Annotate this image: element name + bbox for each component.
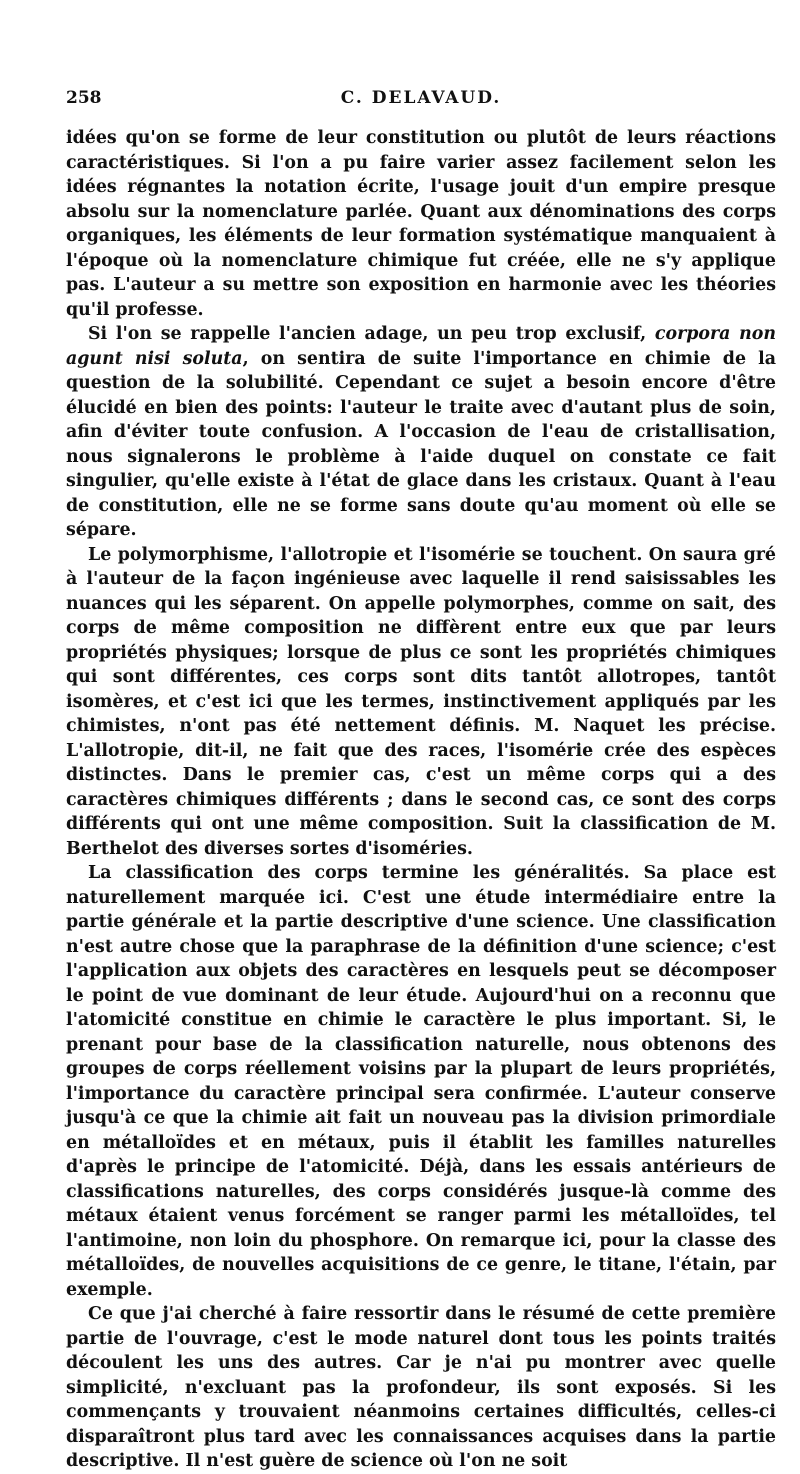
paragraph	[66, 322, 776, 543]
paragraph-text: Si l'on se rappelle l'ancien adage, un peu trop exclusif,	[88, 324, 647, 344]
page-number: 258	[66, 88, 102, 108]
article-body	[66, 126, 776, 1474]
paragraph: Le polymorphisme, l'allotropie et l'isomérie se touchent. On saura gré à l'auteur de la façon ingénieuse avec laquelle il rend saisissables les nuances qui les séparent. On appelle polymorphes, comme on sait, des corps de même composition ne diffèrent entre eux que par leurs propriétés physiques; lorsque de plus ce sont les propriétés chimiques qui sont différentes, ces corps sont dits tantôt allotropes, tantôt isomères, et c'est ici que les termes, instinctivement appliqués par les chimistes, n'ont pas été nettement définis. M. Naquet les précise. L'allotropie, dit-il, ne fait que des races, l'isomérie crée des espèces distinctes. Dans le premier cas, c'est un même corps qui a des caractères chimiques différents ; dans le second cas, ce sont des corps différents qui ont une même composition. Suit la classification de M. Berthelot des diverses sortes d'isoméries.	[66, 544, 776, 859]
paragraph-text: , on sentira de suite l'importance en chimie de la question de la solubilité. Cependant ce sujet a besoin encore d'être élucidé en bien des points: l'auteur le traite avec d'autant plus de soin, afin d'éviter toute confusion. A l'occasion de l'eau de cristallisation, nous signalerons le problème à l'aide duquel on constate ce fait singulier, qu'elle existe à l'état de glace dans les cristaux. Quant à l'eau de constitution, elle ne se forme sans doute qu'au moment où elle se sépare.	[66, 348, 776, 540]
latin-adage: corpora non agunt nisi soluta	[66, 324, 776, 369]
paragraph: La classification des corps termine les généralités. Sa place est naturellement marquée ici. C'est une étude intermédiaire entre la partie générale et la partie descriptive d'une science. Une classification n'est autre chose que la paraphrase de la définition d'une science; c'est l'application aux objets des caractères en lesquels peut se décomposer le point de vue dominant de leur étude. Aujourd'hui on a reconnu que l'atomicité constitue en chimie le caractère le plus important. Si, le prenant pour base de la classification naturelle, nous obtenons des groupes de corps réellement voisins par la plupart de leurs propriétés, l'importance du caractère principal sera confirmée. L'auteur conserve jusqu'à ce que la chimie ait fait un nouveau pas la division primordiale en métalloïdes et en métaux, puis il établit les familles naturelles d'après le principe de l'atomicité. Déjà, dans les essais antérieurs de classifications naturelles, des corps considérés jusque-là comme des métaux étaient venus forcément se ranger parmi les métalloïdes, tel l'antimoine, non loin du phosphore. On remarque ici, pour la classe des métalloïdes, de nouvelles acquisitions de ce genre, le titane, l'étain, par exemple.	[66, 863, 776, 1300]
paragraph: Ce que j'ai cherché à faire ressortir dans le résumé de cette première partie de l'ouvrage, c'est le mode naturel dont tous les points traités découlent les uns des autres. Car je n'ai pu montrer avec quelle simplicité, n'excluant pas la profondeur, ils sont exposés. Si les commençants y trouvaient néanmoins certaines difficultés, celles-ci disparaîtront plus tard avec les connaissances acquises dans la partie descriptive. Il n'est guère de science où l'on ne soit	[66, 1304, 776, 1471]
page-header	[66, 88, 776, 118]
paragraph: idées qu'on se forme de leur constitution ou plutôt de leurs réactions caractéristiques. Si l'on a pu faire varier assez facilement selon les idées régnantes la notation écrite, l'usage jouit d'un empire presque absolu sur la nomenclature parlée. Quant aux dénominations des corps organiques, les éléments de leur formation systématique manquaient à l'époque où la nomenclature chimique fut créée, elle ne s'y applique pas. L'auteur a su mettre son exposition en harmonie avec les théories qu'il professe.	[66, 128, 776, 320]
running-title: C. DELAVAUD.	[340, 88, 502, 108]
